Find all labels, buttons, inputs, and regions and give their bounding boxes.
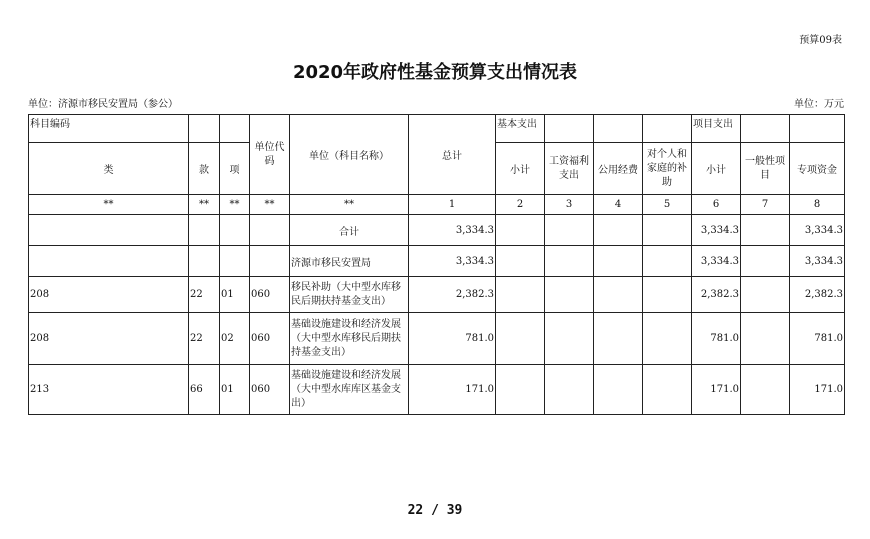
- header-empty: [643, 115, 692, 143]
- cell-unit-code: [250, 246, 290, 277]
- cell-lei: [29, 215, 189, 246]
- cell-unit-code: 060: [250, 313, 290, 365]
- cell-name: 济源市移民安置局: [290, 246, 409, 277]
- index-cell: 3: [545, 195, 594, 215]
- header-project-expenditure: 项目支出: [692, 115, 741, 143]
- cell-total: 2,382.3: [409, 277, 496, 313]
- cell-general: [741, 215, 790, 246]
- cell-xiang: [220, 246, 250, 277]
- cell-salary: [545, 313, 594, 365]
- cell-basic-subtotal: [496, 313, 545, 365]
- index-cell: **: [290, 195, 409, 215]
- cell-personal: [643, 277, 692, 313]
- cell-unit-code: 060: [250, 277, 290, 313]
- form-code: 预算09表: [799, 35, 842, 46]
- header-xiang: 项: [220, 143, 250, 195]
- cell-xiang: [220, 215, 250, 246]
- page-title: 2020年政府性基金预算支出情况表: [292, 62, 578, 83]
- cell-public: [594, 246, 643, 277]
- cell-salary: [545, 365, 594, 415]
- header-salary: 工资福利支出: [545, 143, 594, 195]
- cell-personal: [643, 215, 692, 246]
- header-project-subtotal: 小计: [692, 143, 741, 195]
- header-personal-subsidy: 对个人和家庭的补助: [643, 143, 692, 195]
- page-number: 22 / 39: [407, 503, 463, 518]
- index-cell: 5: [643, 195, 692, 215]
- cell-name: 基础设施建设和经济发展（大中型水库移民后期扶持基金支出）: [290, 313, 409, 365]
- cell-public: [594, 277, 643, 313]
- cell-project-subtotal: 2,382.3: [692, 277, 741, 313]
- table-row: [29, 365, 845, 415]
- cell-project-subtotal: 171.0: [692, 365, 741, 415]
- index-cell: **: [29, 195, 189, 215]
- cell-personal: [643, 313, 692, 365]
- cell-lei: 208: [29, 313, 189, 365]
- header-lei: 类: [29, 143, 189, 195]
- header-empty: [741, 115, 790, 143]
- table-row: [29, 277, 845, 313]
- index-cell: 8: [790, 195, 845, 215]
- cell-special: 3,334.3: [790, 215, 845, 246]
- cell-kuan: 22: [189, 313, 220, 365]
- cell-general: [741, 277, 790, 313]
- header-subject-code: 科目编码: [29, 115, 189, 143]
- header-special-fund: 专项资金: [790, 143, 845, 195]
- currency-unit-label: 单位：万元: [794, 99, 844, 110]
- cell-xiang: 01: [220, 277, 250, 313]
- index-cell: 4: [594, 195, 643, 215]
- index-cell: 6: [692, 195, 741, 215]
- table-row: [29, 246, 845, 277]
- cell-kuan: [189, 215, 220, 246]
- cell-general: [741, 246, 790, 277]
- header-empty: [594, 115, 643, 143]
- cell-personal: [643, 246, 692, 277]
- header-total: 总计: [409, 115, 496, 195]
- budget-table: [28, 114, 845, 415]
- cell-special: 2,382.3: [790, 277, 845, 313]
- cell-personal: [643, 365, 692, 415]
- cell-basic-subtotal: [496, 365, 545, 415]
- index-cell: **: [220, 195, 250, 215]
- header-empty: [189, 115, 220, 143]
- cell-total: 3,334.3: [409, 215, 496, 246]
- cell-name: 合计: [290, 215, 409, 246]
- cell-general: [741, 365, 790, 415]
- cell-salary: [545, 215, 594, 246]
- cell-lei: 208: [29, 277, 189, 313]
- cell-public: [594, 215, 643, 246]
- cell-kuan: [189, 246, 220, 277]
- index-row: [29, 195, 845, 215]
- cell-salary: [545, 246, 594, 277]
- cell-total: 781.0: [409, 313, 496, 365]
- cell-lei: 213: [29, 365, 189, 415]
- index-cell: 2: [496, 195, 545, 215]
- cell-kuan: 66: [189, 365, 220, 415]
- cell-unit-code: [250, 215, 290, 246]
- header-row-1: [29, 115, 845, 143]
- cell-xiang: 02: [220, 313, 250, 365]
- cell-special: 171.0: [790, 365, 845, 415]
- cell-project-subtotal: 781.0: [692, 313, 741, 365]
- header-empty: [220, 115, 250, 143]
- header-basic-subtotal: 小计: [496, 143, 545, 195]
- table-row: [29, 215, 845, 246]
- cell-xiang: 01: [220, 365, 250, 415]
- index-cell: **: [189, 195, 220, 215]
- cell-kuan: 22: [189, 277, 220, 313]
- cell-project-subtotal: 3,334.3: [692, 246, 741, 277]
- header-kuan: 款: [189, 143, 220, 195]
- header-unit-code: 单位代码: [250, 115, 290, 195]
- header-basic-expenditure: 基本支出: [496, 115, 545, 143]
- header-public-expense: 公用经费: [594, 143, 643, 195]
- header-general-project: 一般性项目: [741, 143, 790, 195]
- cell-basic-subtotal: [496, 215, 545, 246]
- cell-total: 171.0: [409, 365, 496, 415]
- cell-public: [594, 365, 643, 415]
- index-cell: 1: [409, 195, 496, 215]
- header-unit-name: 单位（科目名称）: [290, 115, 409, 195]
- cell-lei: [29, 246, 189, 277]
- cell-basic-subtotal: [496, 246, 545, 277]
- cell-total: 3,334.3: [409, 246, 496, 277]
- index-cell: 7: [741, 195, 790, 215]
- cell-special: 3,334.3: [790, 246, 845, 277]
- cell-name: 移民补助（大中型水库移民后期扶持基金支出）: [290, 277, 409, 313]
- unit-label: 单位：济源市移民安置局（参公）: [28, 99, 178, 110]
- cell-public: [594, 313, 643, 365]
- cell-basic-subtotal: [496, 277, 545, 313]
- cell-special: 781.0: [790, 313, 845, 365]
- cell-name: 基础设施建设和经济发展（大中型水库库区基金支出）: [290, 365, 409, 415]
- index-cell: **: [250, 195, 290, 215]
- cell-salary: [545, 277, 594, 313]
- cell-general: [741, 313, 790, 365]
- header-empty: [790, 115, 845, 143]
- cell-unit-code: 060: [250, 365, 290, 415]
- header-empty: [545, 115, 594, 143]
- table-row: [29, 313, 845, 365]
- cell-project-subtotal: 3,334.3: [692, 215, 741, 246]
